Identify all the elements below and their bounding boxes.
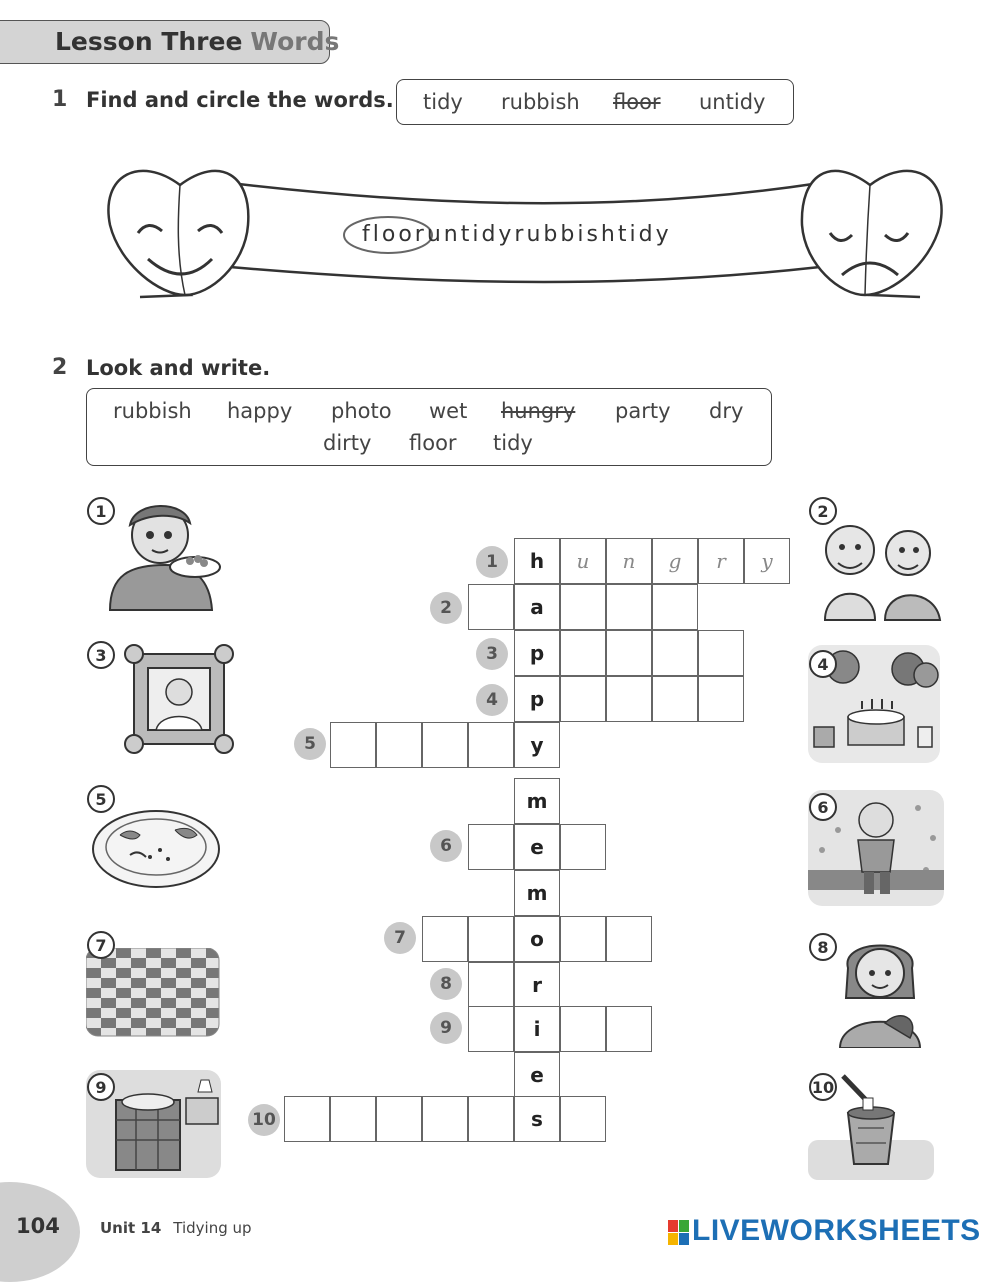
ex1-word-tidy: tidy (423, 90, 463, 114)
ex2-word-hungry: hungry (501, 399, 576, 423)
checkered-floor-icon (86, 948, 221, 1040)
answer-cell[interactable] (468, 722, 514, 768)
ex2-word-photo: photo (331, 399, 392, 423)
key-cell-2: a (514, 584, 560, 630)
key-cell-10: r (514, 962, 560, 1008)
page-number: 104 (16, 1214, 60, 1238)
picture-number-9: 9 (87, 1073, 115, 1101)
example-letter-cell: n (606, 538, 652, 584)
answer-cell[interactable] (376, 1096, 422, 1142)
clue-number-3: 3 (476, 638, 508, 670)
answer-cell[interactable] (606, 916, 652, 962)
key-cell-3: p (514, 630, 560, 676)
answer-cell[interactable] (652, 676, 698, 722)
clue-number-8: 8 (430, 968, 462, 1000)
key-cell-13: s (514, 1096, 560, 1142)
picture-number-1: 1 (87, 497, 115, 525)
answer-cell[interactable] (652, 630, 698, 676)
liveworksheets-logo-icon (668, 1220, 690, 1246)
photo-frame-icon (120, 640, 238, 755)
key-cell-8: m (514, 870, 560, 916)
answer-cell[interactable] (468, 584, 514, 630)
answer-cell[interactable] (560, 1006, 606, 1052)
picture-number-2: 2 (809, 497, 837, 525)
lesson-section: Words (250, 27, 340, 56)
picture-number-6: 6 (809, 793, 837, 821)
ex2-word-dry: dry (709, 399, 744, 423)
answer-cell[interactable] (560, 916, 606, 962)
answer-cell[interactable] (560, 584, 606, 630)
answer-cell[interactable] (698, 676, 744, 722)
brand-name: LIVEWORKSHEETS (692, 1214, 981, 1247)
clue-number-6: 6 (430, 830, 462, 862)
answer-cell[interactable] (698, 630, 744, 676)
word-banner (80, 155, 970, 305)
banner-letters: flooruntidyrubbishtidy (362, 222, 672, 247)
answer-cell[interactable] (468, 1096, 514, 1142)
picture-number-4: 4 (809, 650, 837, 678)
ex2-word-floor: floor (409, 431, 457, 455)
answer-cell[interactable] (422, 722, 468, 768)
clue-number-10: 10 (248, 1104, 280, 1136)
unit-title: Tidying up (173, 1219, 252, 1237)
ex1-word-untidy: untidy (699, 90, 766, 114)
exercise-2-word-box (86, 388, 772, 466)
dry-girl-icon (830, 928, 930, 1048)
key-cell-6: m (514, 778, 560, 824)
happy-mask-icon (108, 171, 248, 295)
answer-cell[interactable] (468, 1006, 514, 1052)
exercise-1-word-box (396, 79, 794, 125)
dirty-plate-icon (90, 805, 225, 890)
clue-number-9: 9 (430, 1012, 462, 1044)
answer-cell[interactable] (560, 676, 606, 722)
picture-number-5: 5 (87, 785, 115, 813)
hungry-boy-icon (100, 495, 225, 615)
lesson-title: Lesson Three Words (55, 27, 340, 56)
picture-number-7: 7 (87, 931, 115, 959)
answer-cell[interactable] (468, 916, 514, 962)
key-cell-7: e (514, 824, 560, 870)
picture-number-8: 8 (809, 933, 837, 961)
clue-number-2: 2 (430, 592, 462, 624)
answer-cell[interactable] (606, 1006, 652, 1052)
answer-cell[interactable] (560, 824, 606, 870)
key-cell-4: p (514, 676, 560, 722)
key-cell-12: e (514, 1052, 560, 1098)
ex2-word-wet: wet (429, 399, 468, 423)
answer-cell[interactable] (560, 1096, 606, 1142)
ex1-word-floor: floor (613, 90, 661, 114)
answer-cell[interactable] (330, 1096, 376, 1142)
ex2-word-tidy: tidy (493, 431, 533, 455)
happy-babies-icon (810, 515, 948, 625)
ex2-word-party: party (615, 399, 671, 423)
ex2-word-rubbish: rubbish (113, 399, 192, 423)
answer-cell[interactable] (652, 584, 698, 630)
picture-number-10: 10 (809, 1073, 837, 1101)
example-letter-cell: u (560, 538, 606, 584)
answer-cell[interactable] (606, 676, 652, 722)
key-cell-5: y (514, 722, 560, 768)
clue-number-5: 5 (294, 728, 326, 760)
answer-cell[interactable] (468, 824, 514, 870)
ex2-word-dirty: dirty (323, 431, 372, 455)
answer-cell[interactable] (468, 962, 514, 1008)
sad-mask-icon (802, 171, 942, 295)
answer-cell[interactable] (330, 722, 376, 768)
example-letter-cell: y (744, 538, 790, 584)
answer-cell[interactable] (422, 1096, 468, 1142)
exercise-1-instruction: Find and circle the words. (86, 88, 394, 112)
example-letter-cell: r (698, 538, 744, 584)
answer-cell[interactable] (422, 916, 468, 962)
key-cell-11: i (514, 1006, 560, 1052)
answer-cell[interactable] (606, 630, 652, 676)
picture-number-3: 3 (87, 641, 115, 669)
key-cell-1: h (514, 538, 560, 584)
key-cell-9: o (514, 916, 560, 962)
ex1-word-rubbish: rubbish (501, 90, 580, 114)
clue-number-7: 7 (384, 922, 416, 954)
clue-number-1: 1 (476, 546, 508, 578)
answer-cell[interactable] (376, 722, 422, 768)
answer-cell[interactable] (606, 584, 652, 630)
exercise-1-number: 1 (52, 87, 68, 112)
clue-number-4: 4 (476, 684, 508, 716)
ex2-word-happy: happy (227, 399, 293, 423)
unit-label: Unit 14 Tidying up (100, 1219, 252, 1237)
answer-cell[interactable] (560, 630, 606, 676)
exercise-2-number: 2 (52, 355, 68, 380)
answer-cell[interactable] (284, 1096, 330, 1142)
exercise-2-instruction: Look and write. (86, 356, 271, 380)
example-letter-cell: g (652, 538, 698, 584)
